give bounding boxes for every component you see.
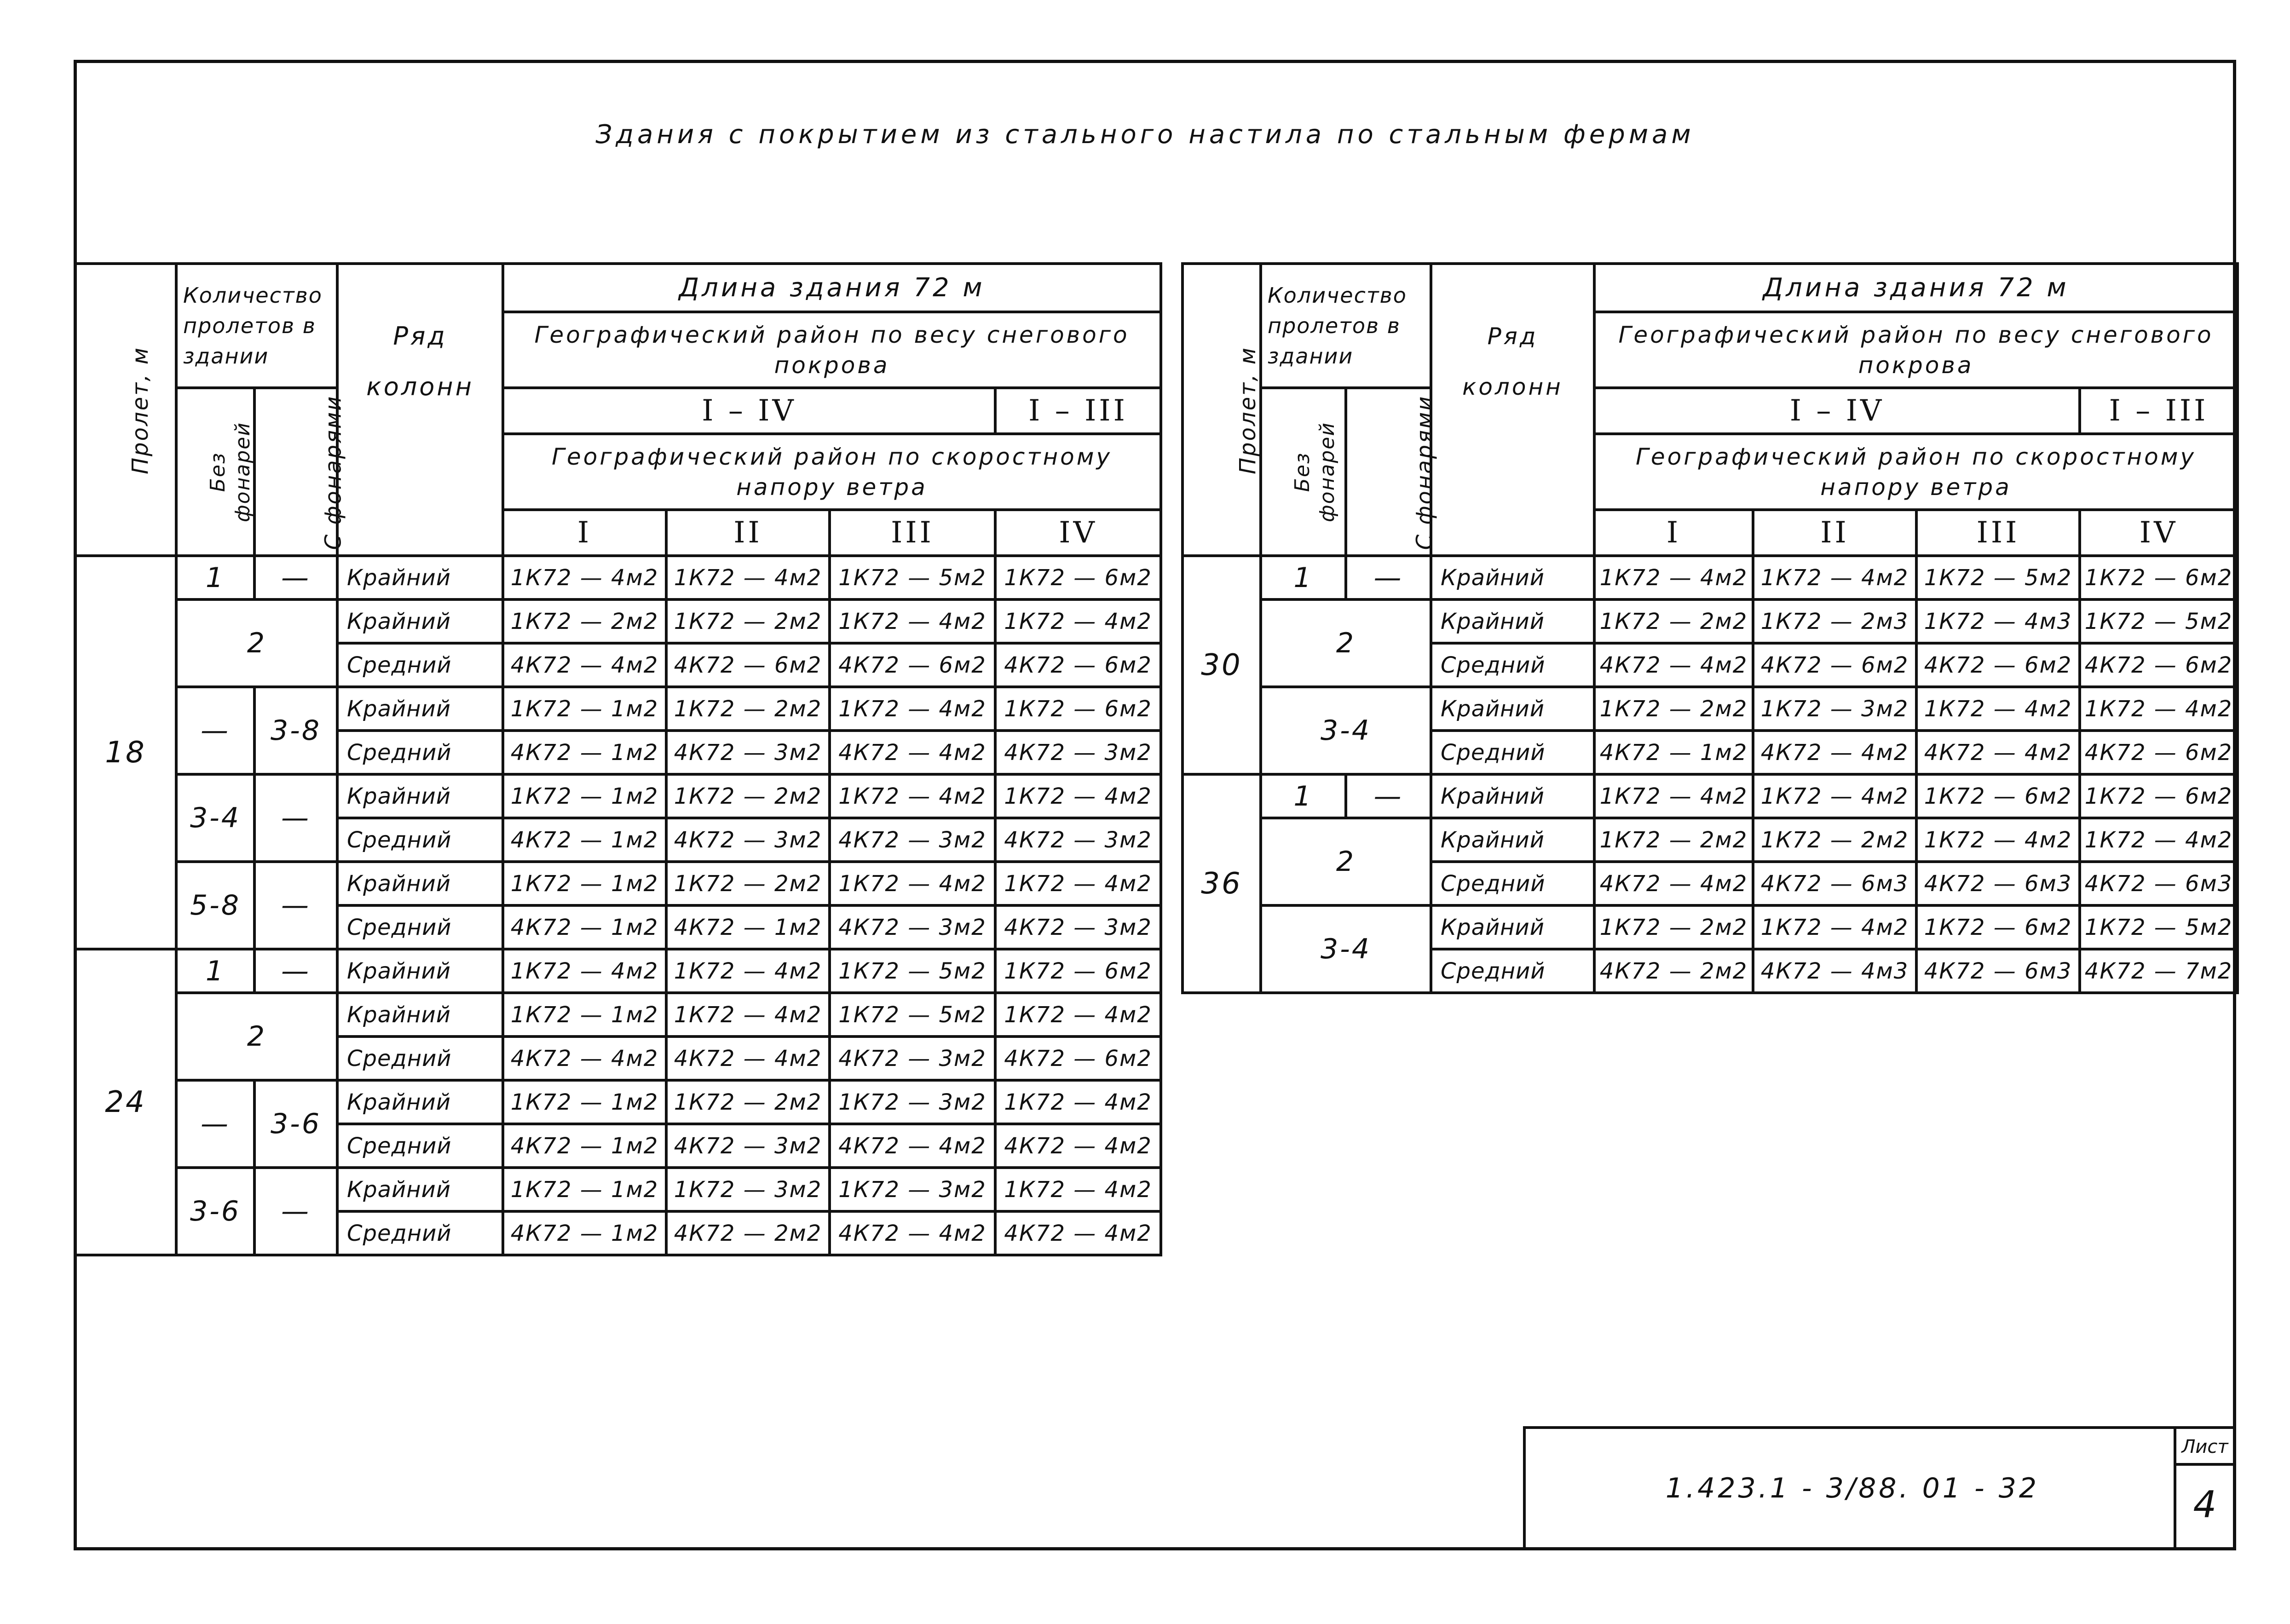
cell-value: 4К72 — 4м2 <box>830 1211 995 1255</box>
row-type: Крайний <box>337 774 503 818</box>
snow-group-b: I – III <box>2080 388 2238 434</box>
sheet-label: Лист <box>2176 1429 2233 1466</box>
cell-value: 4К72 — 6м3 <box>1916 949 2080 993</box>
cell-value: 4К72 — 6м2 <box>1916 643 2080 687</box>
cell-value: 1К72 — 4м2 <box>1753 774 1916 818</box>
cell-value: 1К72 — 2м3 <box>1753 599 1916 643</box>
row-type: Крайний <box>1431 818 1594 862</box>
cell-value: 1К72 — 4м2 <box>995 774 1161 818</box>
table-row <box>1182 599 2238 643</box>
cell-value: 1К72 — 3м2 <box>666 1168 830 1211</box>
cell-value: 1К72 — 4м2 <box>1916 818 2080 862</box>
cell-value: 1К72 — 6м2 <box>2080 556 2238 599</box>
table-row <box>75 1080 1161 1124</box>
count-no-lanterns: 1 <box>1261 774 1346 818</box>
span-value: 24 <box>75 949 176 1255</box>
wind-2: II <box>666 510 830 556</box>
sheet-cell <box>2174 1429 2233 1548</box>
cell-value: 1К72 — 5м2 <box>830 949 995 993</box>
cell-value: 4К72 — 3м2 <box>995 905 1161 949</box>
count-no-lanterns: 1 <box>176 556 254 599</box>
row-type: Крайний <box>1431 599 1594 643</box>
cell-value: 4К72 — 3м2 <box>666 1124 830 1168</box>
cell-value: 4К72 — 6м2 <box>830 643 995 687</box>
row-type: Средний <box>337 1211 503 1255</box>
sheet-number: 4 <box>2193 1483 2217 1526</box>
count-with-lanterns: — <box>254 556 337 599</box>
count-merged: 2 <box>176 993 337 1080</box>
left-table <box>74 262 1159 1256</box>
cell-value: 1К72 — 3м2 <box>830 1080 995 1124</box>
cell-value: 4К72 — 6м2 <box>2080 643 2238 687</box>
span-header: Пролет, м <box>75 264 176 556</box>
count-no-lanterns: 1 <box>1261 556 1346 599</box>
cell-value: 4К72 — 3м2 <box>995 818 1161 862</box>
count-with-lanterns: — <box>254 949 337 993</box>
right-table <box>1181 262 2236 994</box>
count-with-lanterns: — <box>254 862 337 949</box>
cell-value: 4К72 — 6м3 <box>1916 862 2080 905</box>
cell-value: 4К72 — 4м2 <box>1594 862 1753 905</box>
cell-value: 4К72 — 3м2 <box>995 731 1161 774</box>
row-type: Крайний <box>337 599 503 643</box>
wind-3: III <box>830 510 995 556</box>
with-lanterns-header: С фонарями <box>1346 388 1431 556</box>
cell-value: 1К72 — 4м2 <box>1916 687 2080 731</box>
cell-value: 1К72 — 3м2 <box>1753 687 1916 731</box>
cell-value: 1К72 — 2м2 <box>1753 818 1916 862</box>
cell-value: 4К72 — 4м2 <box>666 1037 830 1080</box>
row-type: Средний <box>1431 643 1594 687</box>
table-row <box>1182 905 2238 949</box>
cell-value: 1К72 — 2м2 <box>666 1080 830 1124</box>
table-row <box>1182 818 2238 862</box>
wind-2: II <box>1753 510 1916 556</box>
count-header: Количество пролетов в здании <box>176 264 337 388</box>
count-merged: 2 <box>1261 818 1431 905</box>
cell-value: 1К72 — 4м2 <box>995 862 1161 905</box>
cell-value: 1К72 — 4м2 <box>995 1080 1161 1124</box>
cell-value: 4К72 — 2м2 <box>1594 949 1753 993</box>
cell-value: 1К72 — 5м2 <box>2080 905 2238 949</box>
span-value: 18 <box>75 556 176 949</box>
cell-value: 1К72 — 4м2 <box>830 862 995 905</box>
row-type: Крайний <box>1431 687 1594 731</box>
cell-value: 1К72 — 2м2 <box>1594 905 1753 949</box>
no-lanterns-header: Без фонарей <box>1261 388 1346 556</box>
cell-value: 4К72 — 4м2 <box>1916 731 2080 774</box>
row-type: Крайний <box>337 993 503 1037</box>
row-type: Средний <box>1431 949 1594 993</box>
cell-value: 1К72 — 4м2 <box>666 993 830 1037</box>
cell-value: 1К72 — 4м2 <box>666 949 830 993</box>
cell-value: 4К72 — 1м2 <box>666 905 830 949</box>
row-type: Средний <box>337 1124 503 1168</box>
count-with-lanterns: — <box>1346 774 1431 818</box>
cell-value: 1К72 — 4м2 <box>2080 818 2238 862</box>
cell-value: 1К72 — 1м2 <box>503 1168 666 1211</box>
cell-value: 1К72 — 2м2 <box>666 862 830 905</box>
cell-value: 4К72 — 4м2 <box>830 1124 995 1168</box>
cell-value: 1К72 — 4м2 <box>1594 556 1753 599</box>
row-type: Крайний <box>337 949 503 993</box>
row-header: Ряд колонн <box>337 264 503 556</box>
row-type: Крайний <box>1431 556 1594 599</box>
cell-value: 1К72 — 2м2 <box>1594 599 1753 643</box>
table-row <box>1182 774 2238 818</box>
wind-header: Географический район по скоростному напору ветра <box>503 434 1161 510</box>
cell-value: 1К72 — 5м2 <box>830 993 995 1037</box>
cell-value: 1К72 — 6м2 <box>995 556 1161 599</box>
table-row <box>75 687 1161 731</box>
count-merged: 2 <box>176 599 337 687</box>
count-no-lanterns: 1 <box>176 949 254 993</box>
cell-value: 1К72 — 4м2 <box>2080 687 2238 731</box>
cell-value: 4К72 — 3м2 <box>666 818 830 862</box>
table-row <box>75 862 1161 905</box>
cell-value: 4К72 — 6м2 <box>995 1037 1161 1080</box>
wind-1: I <box>1594 510 1753 556</box>
row-type: Крайний <box>1431 774 1594 818</box>
snow-header: Географический район по весу снегового покрова <box>503 312 1161 388</box>
span-header: Пролет, м <box>1182 264 1261 556</box>
cell-value: 1К72 — 1м2 <box>503 993 666 1037</box>
document-code: 1.423.1 - 3/88. 01 - 32 <box>1665 1472 2040 1504</box>
cell-value: 4К72 — 6м2 <box>2080 731 2238 774</box>
cell-value: 4К72 — 6м3 <box>2080 862 2238 905</box>
cell-value: 1К72 — 4м2 <box>1594 774 1753 818</box>
cell-value: 4К72 — 6м2 <box>995 643 1161 687</box>
cell-value: 1К72 — 4м2 <box>1753 905 1916 949</box>
cell-value: 1К72 — 1м2 <box>503 862 666 905</box>
row-type: Крайний <box>337 687 503 731</box>
cell-value: 1К72 — 4м3 <box>1916 599 2080 643</box>
page-title: Здания с покрытием из стального настила по стальным фермам <box>595 120 1695 150</box>
snow-group-a: I – IV <box>503 388 995 434</box>
cell-value: 1К72 — 4м2 <box>830 599 995 643</box>
cell-value: 1К72 — 4м2 <box>503 949 666 993</box>
table-row <box>75 774 1161 818</box>
table-row <box>1182 687 2238 731</box>
cell-value: 1К72 — 2м2 <box>666 599 830 643</box>
no-lanterns-header: Без фонарей <box>176 388 254 556</box>
wind-4: IV <box>2080 510 2238 556</box>
count-no-lanterns: — <box>176 687 254 774</box>
row-header: Ряд колонн <box>1431 264 1594 556</box>
cell-value: 1К72 — 4м2 <box>995 1168 1161 1211</box>
cell-value: 4К72 — 4м2 <box>995 1211 1161 1255</box>
cell-value: 1К72 — 6м2 <box>1916 774 2080 818</box>
cell-value: 4К72 — 4м2 <box>503 643 666 687</box>
cell-value: 4К72 — 2м2 <box>666 1211 830 1255</box>
count-no-lanterns: 5-8 <box>176 862 254 949</box>
cell-value: 4К72 — 4м2 <box>1753 731 1916 774</box>
cell-value: 4К72 — 4м2 <box>503 1037 666 1080</box>
cell-value: 4К72 — 7м2 <box>2080 949 2238 993</box>
snow-header: Географический район по весу снегового покрова <box>1594 312 2238 388</box>
count-with-lanterns: — <box>1346 556 1431 599</box>
cell-value: 4К72 — 1м2 <box>503 1211 666 1255</box>
cell-value: 4К72 — 1м2 <box>503 731 666 774</box>
row-type: Крайний <box>1431 905 1594 949</box>
cell-value: 1К72 — 1м2 <box>503 1080 666 1124</box>
count-with-lanterns: 3-6 <box>254 1080 337 1168</box>
row-type: Средний <box>337 818 503 862</box>
length-header: Длина здания 72 м <box>1594 264 2238 312</box>
cell-value: 4К72 — 3м2 <box>830 1037 995 1080</box>
cell-value: 4К72 — 1м2 <box>503 818 666 862</box>
row-type: Крайний <box>337 1080 503 1124</box>
cell-value: 1К72 — 5м2 <box>1916 556 2080 599</box>
cell-value: 4К72 — 4м3 <box>1753 949 1916 993</box>
cell-value: 1К72 — 4м2 <box>830 774 995 818</box>
cell-value: 1К72 — 2м2 <box>666 687 830 731</box>
row-type: Крайний <box>337 1168 503 1211</box>
count-merged: 2 <box>1261 599 1431 687</box>
cell-value: 4К72 — 1м2 <box>503 905 666 949</box>
cell-value: 1К72 — 6м2 <box>1916 905 2080 949</box>
cell-value: 1К72 — 6м2 <box>995 949 1161 993</box>
table-row <box>75 993 1161 1037</box>
wind-1: I <box>503 510 666 556</box>
table-row <box>75 949 1161 993</box>
table-row <box>75 556 1161 599</box>
cell-value: 1К72 — 1м2 <box>503 774 666 818</box>
cell-value: 4К72 — 4м2 <box>1594 643 1753 687</box>
count-no-lanterns: 3-4 <box>176 774 254 862</box>
cell-value: 4К72 — 3м2 <box>830 818 995 862</box>
cell-value: 1К72 — 4м2 <box>830 687 995 731</box>
row-type: Крайний <box>337 556 503 599</box>
wind-header: Географический район по скоростному напору ветра <box>1594 434 2238 510</box>
snow-group-b: I – III <box>995 388 1161 434</box>
count-no-lanterns: 3-6 <box>176 1168 254 1255</box>
cell-value: 1К72 — 4м2 <box>995 993 1161 1037</box>
row-type: Средний <box>337 1037 503 1080</box>
cell-value: 4К72 — 6м2 <box>1753 643 1916 687</box>
count-header: Количество пролетов в здании <box>1261 264 1431 388</box>
cell-value: 1К72 — 2м2 <box>666 774 830 818</box>
count-with-lanterns: — <box>254 1168 337 1255</box>
table-row <box>1182 556 2238 599</box>
count-with-lanterns: 3-8 <box>254 687 337 774</box>
cell-value: 1К72 — 5м2 <box>2080 599 2238 643</box>
snow-group-a: I – IV <box>1594 388 2080 434</box>
span-value: 30 <box>1182 556 1261 774</box>
cell-value: 1К72 — 6м2 <box>2080 774 2238 818</box>
count-with-lanterns: — <box>254 774 337 862</box>
wind-4: IV <box>995 510 1161 556</box>
cell-value: 1К72 — 2м2 <box>1594 818 1753 862</box>
table-row <box>75 1168 1161 1211</box>
cell-value: 1К72 — 1м2 <box>503 687 666 731</box>
count-merged: 3-4 <box>1261 905 1431 993</box>
row-type: Средний <box>1431 862 1594 905</box>
row-type: Крайний <box>337 862 503 905</box>
cell-value: 4К72 — 1м2 <box>1594 731 1753 774</box>
cell-value: 4К72 — 6м3 <box>1753 862 1916 905</box>
span-value: 36 <box>1182 774 1261 993</box>
cell-value: 1К72 — 2м2 <box>503 599 666 643</box>
row-type: Средний <box>1431 731 1594 774</box>
cell-value: 4К72 — 4м2 <box>995 1124 1161 1168</box>
length-header: Длина здания 72 м <box>503 264 1161 312</box>
wind-3: III <box>1916 510 2080 556</box>
count-no-lanterns: — <box>176 1080 254 1168</box>
cell-value: 4К72 — 3м2 <box>666 731 830 774</box>
cell-value: 1К72 — 4м2 <box>995 599 1161 643</box>
cell-value: 1К72 — 4м2 <box>1753 556 1916 599</box>
cell-value: 4К72 — 6м2 <box>666 643 830 687</box>
row-type: Средний <box>337 643 503 687</box>
with-lanterns-header: С фонарями <box>254 388 337 556</box>
cell-value: 4К72 — 1м2 <box>503 1124 666 1168</box>
cell-value: 1К72 — 5м2 <box>830 556 995 599</box>
row-type: Средний <box>337 731 503 774</box>
title-block <box>1523 1426 2236 1550</box>
cell-value: 4К72 — 3м2 <box>830 905 995 949</box>
row-type: Средний <box>337 905 503 949</box>
cell-value: 1К72 — 4м2 <box>503 556 666 599</box>
count-merged: 3-4 <box>1261 687 1431 774</box>
cell-value: 1К72 — 3м2 <box>830 1168 995 1211</box>
table-row <box>75 599 1161 643</box>
cell-value: 1К72 — 4м2 <box>666 556 830 599</box>
cell-value: 1К72 — 2м2 <box>1594 687 1753 731</box>
cell-value: 4К72 — 4м2 <box>830 731 995 774</box>
cell-value: 1К72 — 6м2 <box>995 687 1161 731</box>
